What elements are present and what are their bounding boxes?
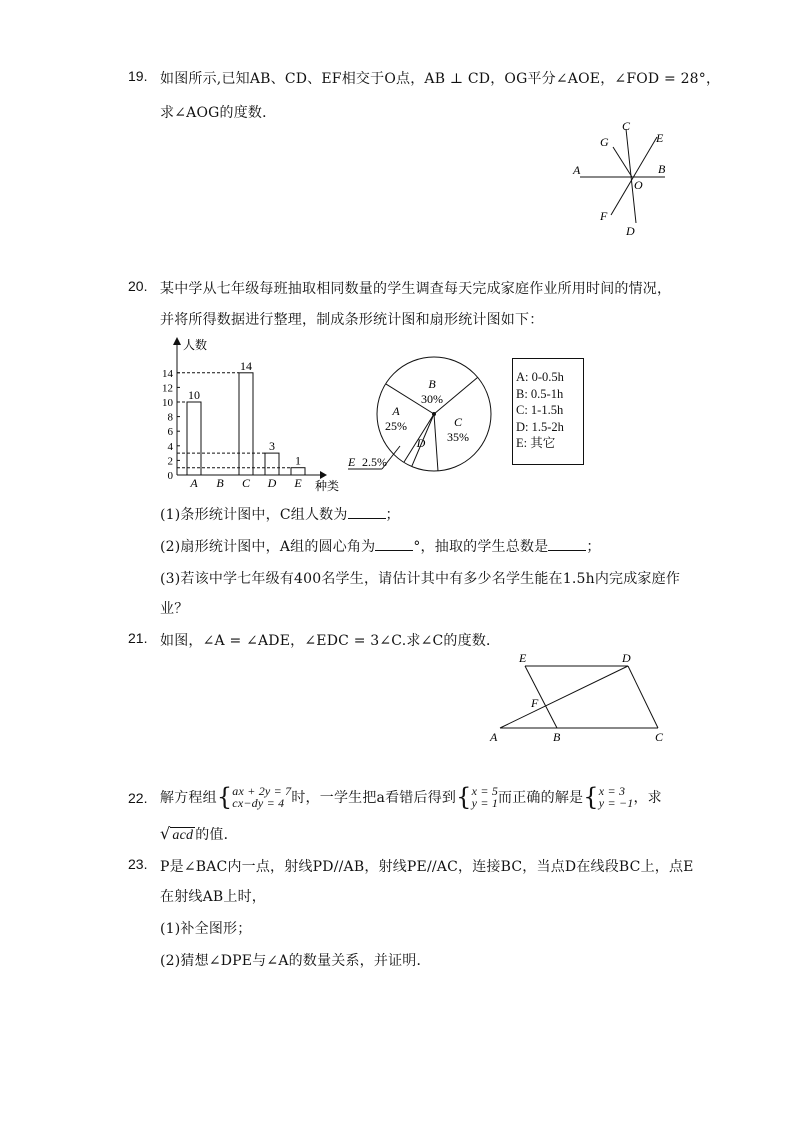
q20-number: 20. — [128, 278, 148, 294]
bar-D — [265, 453, 279, 475]
answer-blank-c-count[interactable] — [348, 506, 386, 519]
system-1 — [232, 785, 291, 809]
q22-mid1: 时，一学生把a看错后得到 — [291, 790, 457, 806]
x-axis-label: 种类 — [315, 479, 340, 493]
pie-legend — [512, 358, 584, 465]
pie-slice-label: A — [392, 404, 400, 418]
label-E: E — [519, 651, 527, 665]
q20-line1: 某中学从七年级每班抽取相同数量的学生调查每天完成家庭作业所用时间的情况， — [160, 281, 672, 297]
y-tick-label: 12 — [162, 382, 173, 395]
system-2 — [472, 785, 498, 809]
legend-item: C: 1-1.5h — [516, 403, 564, 417]
bar-value-label: 3 — [269, 439, 275, 454]
y-tick-label: 8 — [167, 411, 173, 424]
system-3-eq2: y = −1 — [598, 796, 634, 810]
system-2-eq1: x = 5 — [471, 784, 499, 798]
q20-sub2-end: ； — [586, 539, 601, 555]
pie-percent-label: 35% — [447, 430, 469, 444]
y-tick-label: 2 — [167, 455, 173, 468]
q21-number: 21. — [128, 630, 148, 646]
sqrt-content: acd — [172, 828, 194, 843]
q20-sub2-text: (2)扇形统计图中，A组的圆心角为 — [160, 539, 376, 555]
label-F: F — [600, 209, 608, 223]
q22-pre: 解方程组 — [160, 790, 217, 806]
legend-item: A: 0-0.5h — [516, 370, 564, 384]
y-axis-label: 人数 — [183, 338, 208, 352]
pie-slice-label: C — [453, 415, 463, 429]
label-D: D — [622, 651, 631, 665]
q20-sub2 — [160, 536, 601, 556]
q21-line1: 如图，∠A = ∠ADE，∠EDC = 3∠C.求∠C的度数． — [160, 633, 501, 649]
bar-value-label: 1 — [295, 453, 301, 468]
label-A: A — [573, 163, 581, 177]
q21-figure — [485, 648, 670, 746]
y-tick-label: 14 — [162, 367, 173, 380]
pie-slice-label: E — [348, 455, 356, 469]
q23-number: 23. — [128, 856, 148, 872]
bar-E — [291, 468, 305, 475]
x-axis-arrow — [320, 471, 327, 479]
bar-A — [187, 402, 201, 475]
brace-3: { — [583, 783, 599, 811]
q22-mid2: 而正确的解是 — [498, 790, 584, 806]
segment-dc — [628, 666, 658, 728]
label-C: C — [622, 119, 631, 133]
y-tick-label: 10 — [162, 397, 173, 409]
y-axis-arrow — [173, 337, 181, 345]
system-3 — [599, 785, 634, 809]
q19-line1: 如图所示,已知AB、CD、EF相交于O点，AB ⊥ CD，OG平分∠AOE，∠FOD = 28°， — [160, 71, 721, 87]
pie-percent-label: 30% — [421, 392, 443, 406]
system-1-eq2: cx−dy = 4 — [232, 796, 285, 810]
q22-post: ，求 — [633, 790, 662, 806]
y-tick-label: 0 — [167, 470, 173, 482]
label-E: E — [656, 131, 664, 145]
answer-blank-a-angle[interactable] — [375, 538, 413, 551]
x-tick-label: B — [216, 476, 224, 490]
label-A: A — [490, 730, 498, 744]
system-2-eq2: y = 1 — [471, 796, 499, 810]
answer-blank-total[interactable] — [548, 538, 586, 551]
bar-chart — [155, 335, 350, 495]
brace-1: { — [216, 783, 233, 811]
pie-center — [432, 412, 436, 416]
brace-2: { — [456, 783, 472, 811]
legend-item: E: 其它 — [516, 436, 556, 450]
y-tick-label: 6 — [167, 426, 173, 439]
bar-value-label: 10 — [188, 388, 200, 402]
label-G: G — [600, 135, 609, 149]
bar-value-label: 14 — [240, 358, 252, 373]
x-tick-label: D — [267, 476, 277, 490]
q22-line2 — [160, 824, 238, 844]
x-tick-label: E — [294, 476, 302, 490]
q22-line1 — [160, 778, 662, 816]
q23-line2: 在射线AB上时， — [160, 889, 266, 905]
pie-slice-label: B — [428, 377, 436, 391]
legend-item: D: 1.5-2h — [516, 419, 564, 434]
system-1-eq1: ax + 2y = 7 — [232, 784, 292, 798]
q20-sub1-end: ； — [385, 507, 400, 523]
bar-C — [239, 373, 253, 475]
pie-percent-label: 2.5% — [362, 455, 387, 469]
pie-slice-label: D — [416, 436, 426, 450]
legend-item: B: 0.5-1h — [516, 386, 564, 401]
label-C: C — [655, 730, 664, 744]
q19-line2: 求∠AOG的度数． — [160, 105, 277, 121]
q20-sub3-line2: 业？ — [160, 601, 189, 617]
system-3-eq1: x = 3 — [598, 784, 626, 798]
label-F: F — [531, 696, 539, 710]
label-B: B — [658, 162, 666, 176]
q19-figure — [570, 115, 675, 240]
q23-sub2: (2)猜想∠DPE与∠A的数量关系，并证明． — [160, 953, 431, 969]
label-O: O — [634, 178, 643, 192]
q20-sub1-text: (1)条形统计图中，C组人数为 — [160, 507, 348, 523]
pie-chart — [340, 350, 500, 480]
label-D: D — [626, 224, 635, 238]
segment-eb — [525, 666, 557, 728]
label-B: B — [553, 730, 561, 744]
q22-number: 22. — [128, 790, 148, 806]
x-tick-label: C — [241, 476, 251, 490]
sqrt-symbol: √ — [160, 824, 171, 843]
y-tick-label: 4 — [167, 440, 173, 453]
q20-sub1 — [160, 504, 400, 524]
x-tick-label: A — [190, 476, 198, 490]
q20-line2: 并将所得数据进行整理，制成条形统计图和扇形统计图如下： — [160, 312, 544, 328]
q20-sub3-line1: (3)若该中学七年级有400名学生，请估计其中有多少名学生能在1.5h内完成家庭作 — [160, 571, 681, 587]
q23-sub1: (1)补全图形； — [160, 921, 252, 937]
q19-number: 19. — [128, 68, 148, 84]
segment-ad — [500, 666, 628, 728]
pie-percent-label: 25% — [385, 419, 407, 433]
q22-tail: 的值． — [195, 827, 238, 843]
q23-line1: P是∠BAC内一点，射线PD//AB，射线PE//AC，连接BC，当点D在线段BC上，点E — [160, 859, 694, 875]
q20-sub2-mid: °，抽取的学生总数是 — [413, 539, 549, 555]
